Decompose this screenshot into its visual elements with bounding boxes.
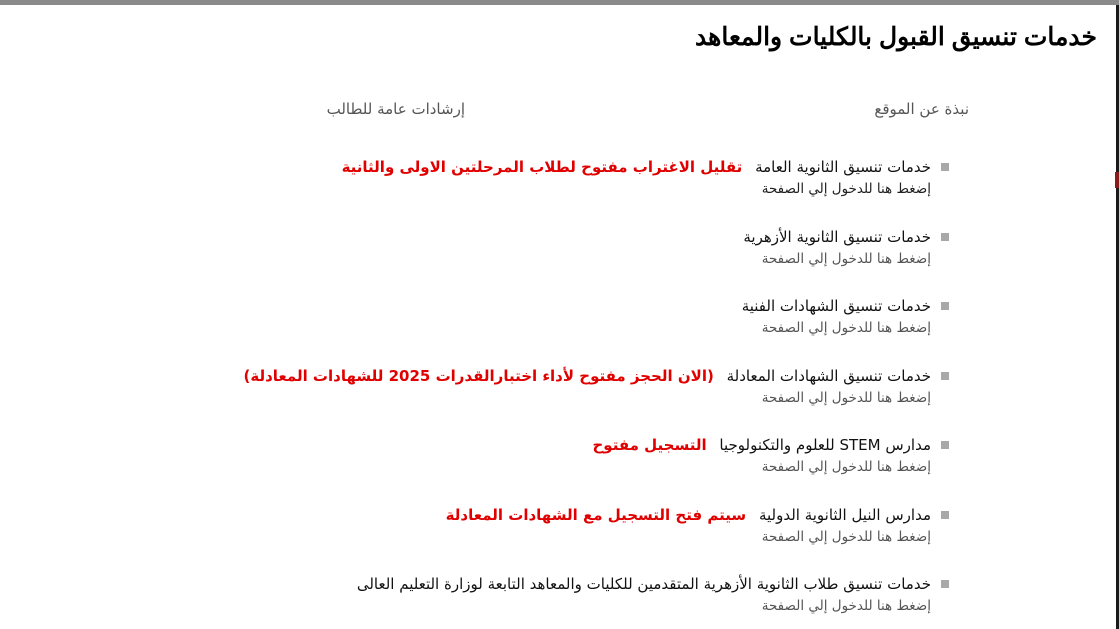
- service-enter-link[interactable]: إضغط هنا للدخول إلي الصفحة: [761, 528, 931, 545]
- service-heading: [49, 503, 931, 527]
- page-title: خدمات تنسيق القبول بالكليات والمعاهد: [695, 23, 1097, 51]
- service-heading: [49, 572, 931, 596]
- services-list: [49, 155, 949, 629]
- service-alert: تقليل الاغتراب مفتوح لطلاب المرحلتين الاولى والثانية: [341, 158, 743, 176]
- service-enter-link[interactable]: إضغط هنا للدخول إلي الصفحة: [761, 389, 931, 406]
- service-enter-link[interactable]: إضغط هنا للدخول إلي الصفحة: [761, 459, 931, 475]
- service-alert: التسجيل مفتوح: [592, 436, 707, 454]
- service-title[interactable]: مدارس النيل الثانوية الدولية: [758, 505, 931, 524]
- service-item-stem-schools: [49, 433, 949, 503]
- service-title[interactable]: خدمات تنسيق الثانوية العامة: [755, 158, 931, 176]
- service-heading: [49, 225, 931, 249]
- square-bullet-icon: [941, 302, 949, 310]
- service-item-azhar-higher-education: [49, 572, 949, 629]
- service-title[interactable]: خدمات تنسيق طلاب الثانوية الأزهرية المتقدمين للكليات والمعاهد التابعة لوزارة التعليم العالى: [356, 575, 931, 593]
- service-alert: (الان الحجز مفتوح لأداء اختبارالقدرات 2025 للشهادات المعادلة): [243, 366, 714, 385]
- service-heading: [49, 155, 931, 179]
- nav-link-about[interactable]: نبذة عن الموقع: [874, 100, 969, 118]
- service-alert: سيتم فتح التسجيل مع الشهادات المعادلة: [445, 505, 747, 524]
- service-heading: [49, 433, 931, 457]
- edge-marker: [1115, 172, 1119, 188]
- square-bullet-icon: [941, 511, 949, 519]
- square-bullet-icon: [941, 163, 949, 171]
- service-enter-link[interactable]: إضغط هنا للدخول إلي الصفحة: [761, 320, 931, 336]
- service-enter-link[interactable]: إضغط هنا للدخول إلي الصفحة: [761, 181, 931, 197]
- service-enter-link[interactable]: إضغط هنا للدخول إلي الصفحة: [761, 598, 931, 614]
- service-heading: [49, 364, 931, 388]
- service-title[interactable]: خدمات تنسيق الشهادات المعادلة: [726, 366, 931, 385]
- service-title[interactable]: خدمات تنسيق الثانوية الأزهرية: [743, 227, 931, 246]
- service-heading: [49, 294, 931, 318]
- browser-top-bar: [0, 0, 1119, 5]
- service-item-general-secondary: [49, 155, 949, 225]
- service-item-azhar-secondary: [49, 225, 949, 295]
- service-enter-link[interactable]: إضغط هنا للدخول إلي الصفحة: [761, 250, 931, 267]
- service-title[interactable]: مدارس STEM للعلوم والتكنولوجيا: [719, 436, 931, 454]
- service-item-technical-certificates: [49, 294, 949, 364]
- nav-link-guidance[interactable]: إرشادات عامة للطالب: [326, 100, 465, 118]
- square-bullet-icon: [941, 372, 949, 380]
- service-item-nile-schools: [49, 503, 949, 573]
- square-bullet-icon: [941, 233, 949, 241]
- square-bullet-icon: [941, 580, 949, 588]
- square-bullet-icon: [941, 441, 949, 449]
- service-item-equivalent-certificates: [49, 364, 949, 434]
- service-title[interactable]: خدمات تنسيق الشهادات الفنية: [741, 297, 931, 315]
